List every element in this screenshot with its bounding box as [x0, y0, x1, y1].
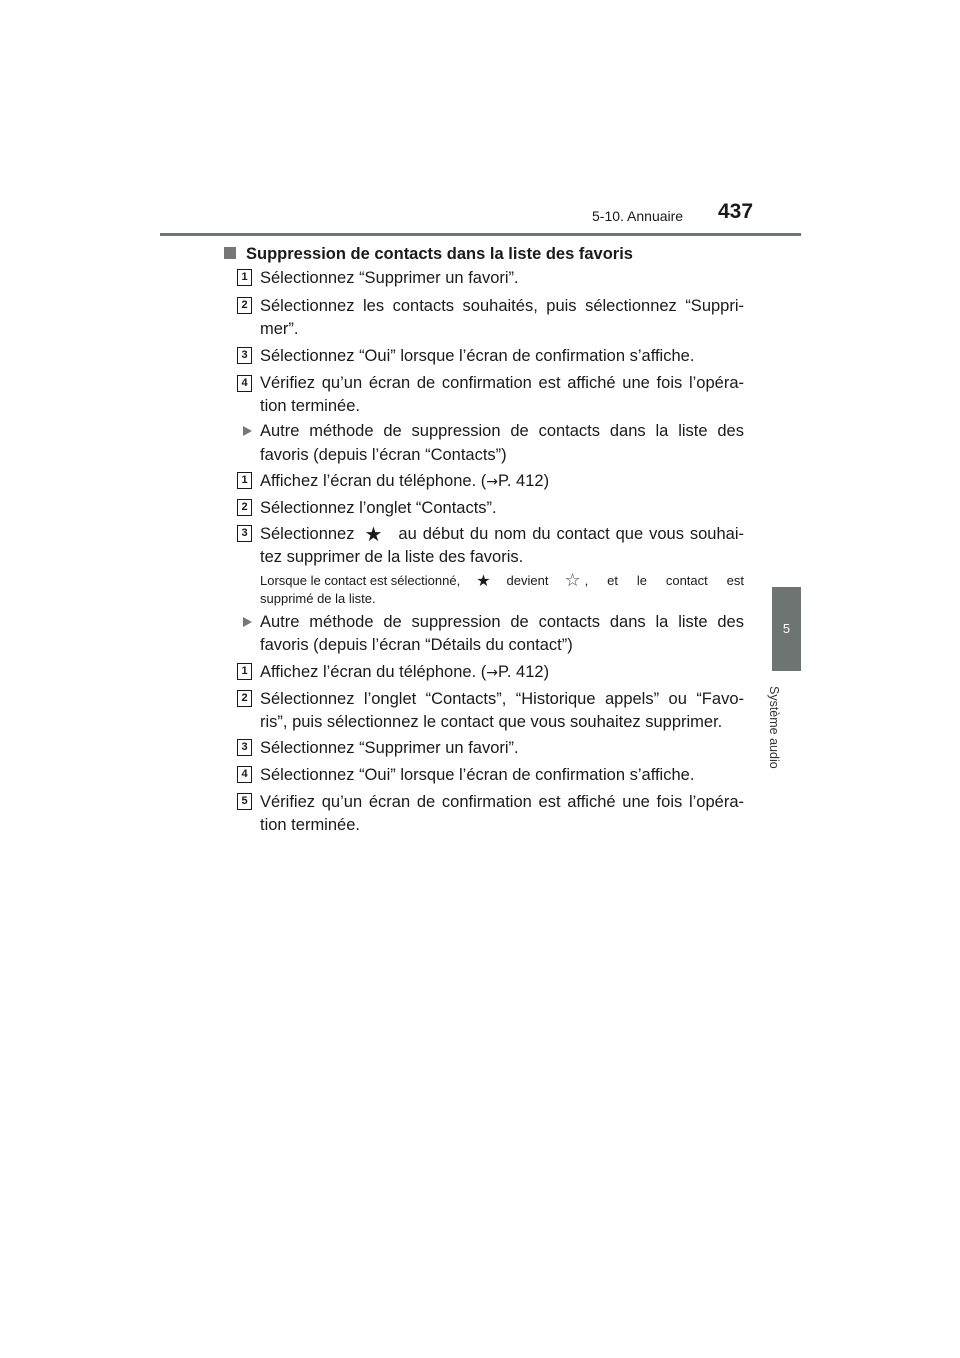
- step-text: Sélectionnez l’onglet “Contacts”.: [260, 499, 497, 517]
- filled-star-icon: ★: [364, 522, 383, 546]
- step-text: tion terminée.: [260, 397, 360, 415]
- step-number-2: 2: [237, 690, 252, 707]
- header-section-title: 5-10. Annuaire: [592, 208, 684, 224]
- step-number-5: 5: [237, 793, 252, 810]
- step-number-1: 1: [237, 472, 252, 489]
- subheading: Autre méthode de suppression de contacts dans la liste des: [260, 613, 744, 631]
- step-text: Vérifiez qu’un écran de confirmation est affiché une fois l’opéra-: [260, 374, 744, 392]
- triangle-bullet-icon: [243, 617, 252, 627]
- chapter-label-text: Système audio: [767, 686, 781, 769]
- step-number-2: 2: [237, 499, 252, 516]
- arrow-right-icon: →: [486, 665, 498, 681]
- step-number-2: 2: [237, 297, 252, 314]
- step-text: mer”.: [260, 320, 299, 338]
- step-text: Affichez l’écran du téléphone. (→P. 412): [260, 663, 550, 681]
- square-bullet-icon: [224, 247, 236, 259]
- step-text: Sélectionnez “Supprimer un favori”.: [260, 739, 519, 757]
- note-text: Lorsque le contact est sélectionné, ★ devient ☆ , et le contact est: [260, 570, 744, 591]
- section-title: [224, 243, 633, 265]
- filled-star-icon: ★: [476, 571, 491, 590]
- arrow-right-icon: →: [486, 474, 498, 490]
- step-number-4: 4: [237, 766, 252, 783]
- subheading: favoris (depuis l’écran “Contacts”): [260, 446, 507, 464]
- header-divider: [160, 233, 801, 236]
- chapter-tab: 5: [772, 587, 801, 671]
- section-title-text: Suppression de contacts dans la liste des favoris: [246, 245, 633, 263]
- step-text: Sélectionnez les contacts souhaités, puis sélectionnez “Suppri-: [260, 297, 744, 315]
- step-number-1: 1: [237, 269, 252, 286]
- page-number: 437: [718, 200, 754, 223]
- subheading: favoris (depuis l’écran “Détails du contact”): [260, 636, 573, 654]
- step-text: Sélectionnez l’onglet “Contacts”, “Historique appels” ou “Favo-: [260, 690, 744, 708]
- step-text: Vérifiez qu’un écran de confirmation est affiché une fois l’opéra-: [260, 793, 744, 811]
- triangle-bullet-icon: [243, 426, 252, 436]
- empty-star-icon: ☆: [564, 570, 581, 591]
- step-number-3: 3: [237, 525, 252, 542]
- step-text: tez supprimer de la liste des favoris.: [260, 548, 524, 566]
- step-text: Sélectionnez “Supprimer un favori”.: [260, 269, 519, 287]
- step-text: ris”, puis sélectionnez le contact que vous souhaitez supprimer.: [260, 713, 723, 731]
- subheading: Autre méthode de suppression de contacts dans la liste des: [260, 422, 744, 440]
- step-number-3: 3: [237, 347, 252, 364]
- step-number-1: 1: [237, 663, 252, 680]
- step-text: Sélectionnez “Oui” lorsque l’écran de confirmation s’affiche.: [260, 766, 695, 784]
- step-text: tion terminée.: [260, 816, 360, 834]
- step-text: Affichez l’écran du téléphone. (→P. 412): [260, 472, 550, 490]
- step-text: Sélectionnez “Oui” lorsque l’écran de confirmation s’affiche.: [260, 347, 695, 365]
- note-text: supprimé de la liste.: [260, 591, 376, 606]
- step-text: Sélectionnez ★ au début du nom du contact que vous souhai-: [260, 522, 744, 546]
- step-number-3: 3: [237, 739, 252, 756]
- step-number-4: 4: [237, 375, 252, 392]
